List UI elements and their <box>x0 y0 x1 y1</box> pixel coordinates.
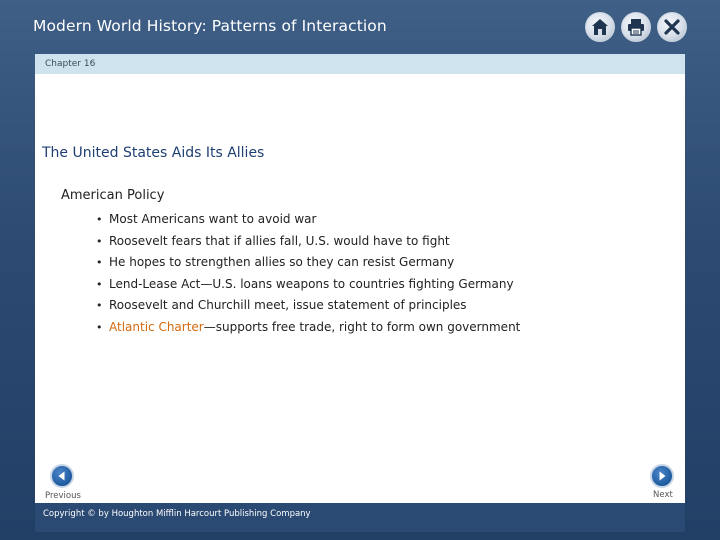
bullet-item-atlantic-charter <box>99 317 520 339</box>
next-label[interactable]: Next <box>653 490 673 500</box>
chapter-bar <box>35 54 685 74</box>
bullet-item: • Lend-Lease Act—U.S. loans weapons to countries fighting Germany <box>99 274 520 296</box>
bullet-item: • Most Americans want to avoid war <box>99 209 520 231</box>
copyright-text: Copyright © by Houghton Mifflin Harcourt Publishing Company <box>43 509 311 519</box>
print-icon <box>626 17 646 37</box>
home-button[interactable] <box>585 12 615 42</box>
previous-label[interactable]: Previous <box>45 491 81 501</box>
bullet-item: • Roosevelt fears that if allies fall, U.S. would have to fight <box>99 231 520 253</box>
print-button[interactable] <box>621 12 651 42</box>
chapter-label: Chapter 16 <box>45 59 96 69</box>
bullet-item: • He hopes to strengthen allies so they can resist Germany <box>99 252 520 274</box>
close-icon <box>662 17 682 37</box>
bullet-list <box>99 209 520 339</box>
home-icon <box>590 17 610 37</box>
atlantic-charter-term[interactable]: Atlantic Charter <box>109 319 204 334</box>
bullet-text: —supports free trade, right to form own government <box>203 319 521 334</box>
arrow-left-icon <box>56 470 68 482</box>
app-title: Modern World History: Patterns of Interaction <box>33 17 387 35</box>
exit-button[interactable] <box>657 12 687 42</box>
slide-title: The United States Aids Its Allies <box>42 145 265 161</box>
arrow-right-icon <box>656 470 668 482</box>
next-button[interactable] <box>650 464 674 488</box>
section-heading: American Policy <box>61 188 165 203</box>
previous-button[interactable] <box>50 464 74 488</box>
bullet-item: • Roosevelt and Churchill meet, issue statement of principles <box>99 295 520 317</box>
slide-panel <box>35 54 685 532</box>
